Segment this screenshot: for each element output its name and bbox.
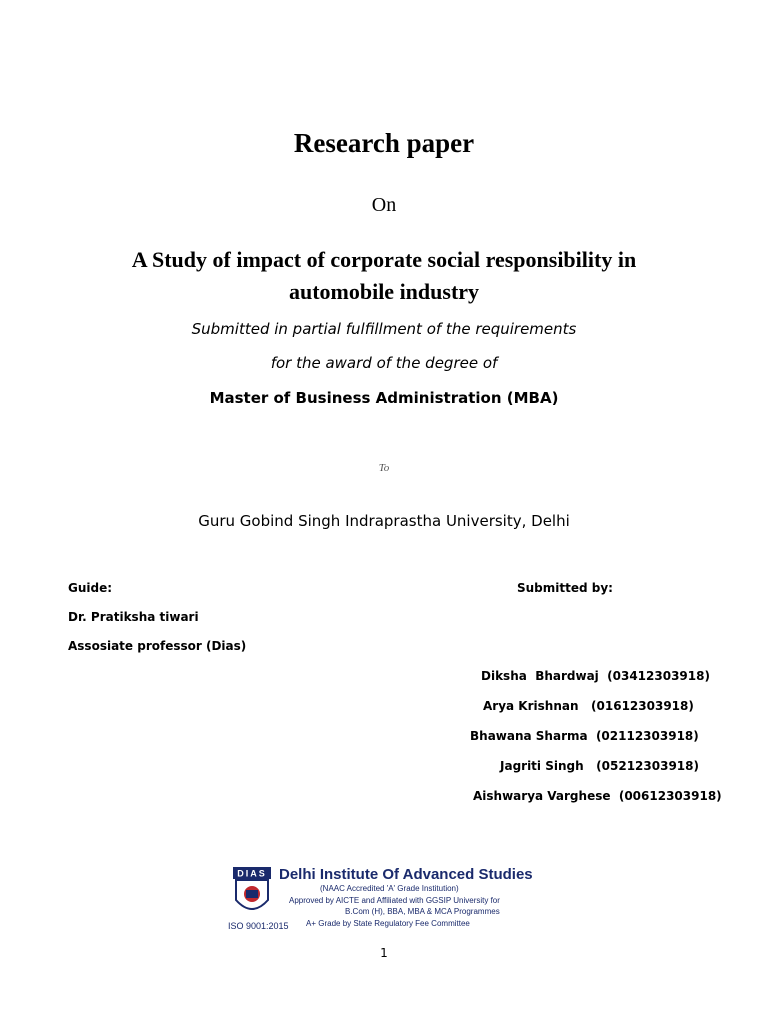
institute-approval: Approved by AICTE and Affiliated with GGSIP University for bbox=[289, 896, 500, 905]
member-item: Diksha Bhardwaj (03412303918) bbox=[481, 669, 710, 683]
degree-name: Master of Business Administration (MBA) bbox=[209, 389, 559, 407]
emblem-text: DIAS bbox=[237, 868, 267, 879]
member-item: Arya Krishnan (01612303918) bbox=[483, 699, 694, 713]
research-title: Research paper bbox=[293, 128, 475, 158]
on-text: On bbox=[371, 194, 397, 216]
submitted-line1: Submitted in partial fulfillment of the requirements bbox=[191, 320, 577, 338]
member-item: Bhawana Sharma (02112303918) bbox=[470, 729, 699, 743]
guide-name: Dr. Pratiksha tiwari bbox=[68, 610, 199, 624]
to-text: To bbox=[378, 462, 390, 474]
study-title-line2: automobile industry bbox=[288, 279, 480, 304]
guide-designation: Assosiate professor (Dias) bbox=[68, 639, 247, 653]
institute-grade: A+ Grade by State Regulatory Fee Committee bbox=[306, 919, 470, 928]
submitted-line2: for the award of the degree of bbox=[270, 354, 498, 372]
institute-name: Delhi Institute Of Advanced Studies bbox=[279, 866, 533, 883]
submitted-by-label: Submitted by: bbox=[517, 581, 613, 595]
study-title-line1: A Study of impact of corporate social responsibility in bbox=[131, 247, 637, 272]
dias-emblem-icon bbox=[232, 866, 272, 918]
iso-certification: ISO 9001:2015 bbox=[228, 921, 289, 931]
member-item: Aishwarya Varghese (00612303918) bbox=[473, 789, 722, 803]
institute-programmes: B.Com (H), BBA, MBA & MCA Programmes bbox=[345, 907, 500, 916]
university-name: Guru Gobind Singh Indraprastha University, Delhi bbox=[198, 512, 570, 530]
member-item: Jagriti Singh (05212303918) bbox=[500, 759, 699, 773]
guide-label: Guide: bbox=[68, 581, 113, 595]
page-number: 1 bbox=[380, 946, 388, 960]
institute-accreditation: (NAAC Accredited 'A' Grade Institution) bbox=[320, 884, 459, 893]
